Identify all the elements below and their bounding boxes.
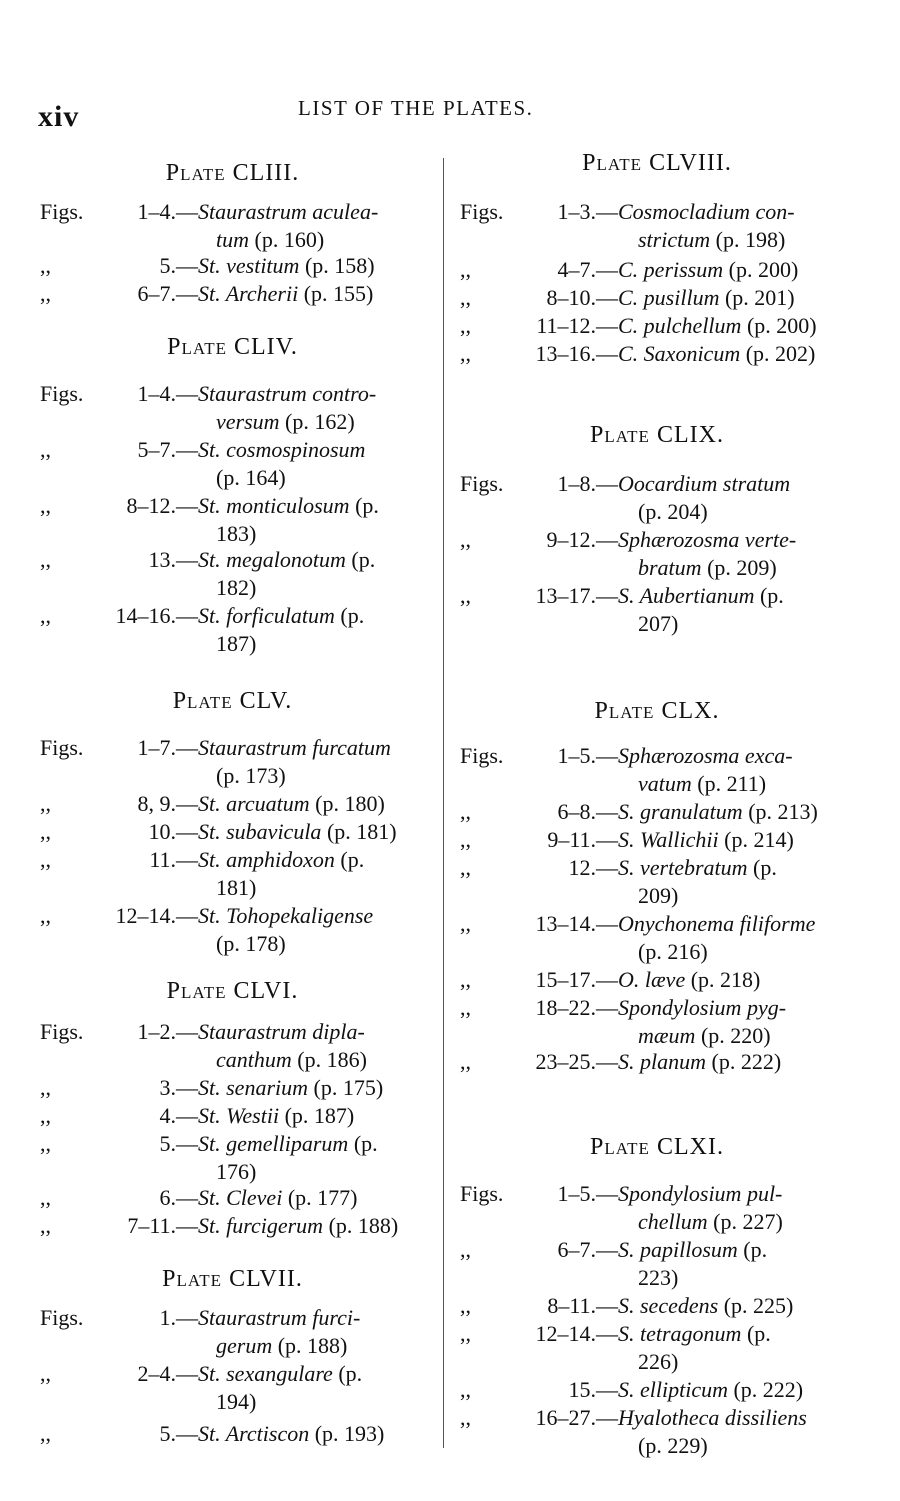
- figs-label: ,,: [40, 791, 51, 816]
- figure-numbers: 12–14.—: [115, 903, 198, 928]
- figure-numbers: 13.—: [148, 547, 198, 572]
- page-ref: (p.: [737, 1237, 768, 1262]
- species-continuation: [638, 770, 766, 798]
- page-ref: (p. 188): [272, 1333, 348, 1358]
- page-ref: (p. 227): [707, 1209, 783, 1234]
- species-line: [618, 1048, 781, 1076]
- species-line: [198, 1304, 360, 1332]
- plate-heading: [30, 334, 435, 361]
- plate-number: CLVIII.: [642, 150, 732, 176]
- page-ref: (p. 220): [695, 1023, 771, 1048]
- figure-numbers: 2–4.—: [137, 1361, 198, 1386]
- page-ref: 181): [216, 875, 257, 900]
- page-ref: (p. 181): [321, 819, 397, 844]
- figure-numbers: 8–12.—: [126, 493, 198, 518]
- species-name: Oocardium stratum: [618, 471, 791, 496]
- plate-word: Plate: [582, 150, 643, 176]
- species-continuation: [216, 1046, 367, 1074]
- species-line: [618, 994, 786, 1022]
- species-line: [618, 854, 777, 882]
- species-line: [618, 1292, 793, 1320]
- figs-label: ,,: [460, 855, 471, 880]
- page-ref: (p. 175): [308, 1075, 384, 1100]
- species-name: canthum: [216, 1047, 292, 1072]
- page-ref: (p. 229): [638, 1433, 708, 1458]
- page-ref: (p. 222): [727, 1377, 804, 1402]
- page-ref: (p. 180): [309, 791, 385, 816]
- species-name: Onychonema filiforme: [618, 911, 816, 936]
- plate-number: CLXI.: [649, 1134, 724, 1160]
- species-name: St. vestitum: [198, 253, 300, 278]
- species-line: [618, 312, 817, 340]
- figs-label: ,,: [40, 253, 51, 278]
- species-line: [198, 790, 385, 818]
- figs-label: ,,: [40, 493, 51, 518]
- figure-numbers: 1–4.—: [137, 199, 198, 224]
- page-ref: (p. 218): [685, 967, 761, 992]
- figure-numbers: 8, 9.—: [137, 791, 198, 816]
- figure-numbers: 13–14.—: [535, 911, 618, 936]
- figure-numbers: 12.—: [568, 855, 618, 880]
- figure-numbers: 18–22.—: [535, 995, 618, 1020]
- species-name: mæum: [638, 1023, 696, 1048]
- figure-numbers: 4–7.—: [557, 257, 618, 282]
- figure-numbers: 16–27.—: [535, 1405, 618, 1430]
- page-ref: (p.: [754, 583, 784, 608]
- plate-number: CLVI.: [226, 978, 299, 1004]
- figs-label: Figs.: [460, 471, 504, 496]
- species-line: [198, 1102, 354, 1130]
- species-name: S. vertebratum: [618, 855, 748, 880]
- plate-word: Plate: [167, 334, 227, 360]
- species-name: vatum: [638, 771, 692, 796]
- species-continuation: [216, 930, 286, 958]
- figure-numbers: 23–25.—: [535, 1049, 618, 1074]
- species-line: [618, 742, 793, 770]
- species-name: St. furcigerum: [198, 1213, 324, 1238]
- page-ref: (p.: [747, 855, 777, 880]
- species-name: St. Arctiscon: [198, 1421, 310, 1446]
- figs-label: ,,: [40, 1075, 51, 1100]
- species-name: St. Westii: [198, 1103, 280, 1128]
- species-name: bratum: [638, 555, 702, 580]
- plate-word: Plate: [590, 422, 650, 448]
- figs-label: ,,: [460, 285, 471, 310]
- figs-label: ,,: [40, 819, 51, 844]
- figs-label: ,,: [40, 1103, 51, 1128]
- figure-numbers: 13–16.—: [535, 341, 618, 366]
- figure-numbers: 1–3.—: [557, 199, 618, 224]
- plate-heading: [30, 978, 435, 1005]
- page-ref: (p. 173): [216, 763, 286, 788]
- species-line: [198, 818, 397, 846]
- page-ref: 176): [216, 1159, 257, 1184]
- plate-number: CLV.: [232, 688, 293, 714]
- figs-label: Figs.: [40, 199, 84, 224]
- species-line: [198, 198, 378, 226]
- species-continuation: [638, 498, 708, 526]
- plate-word: Plate: [172, 688, 233, 714]
- figs-label: ,,: [40, 1361, 51, 1386]
- species-continuation: [216, 408, 355, 436]
- species-name: St. Tohopekaligense: [198, 903, 374, 928]
- page-ref: (p. 158): [299, 253, 375, 278]
- species-name: Staurastrum furcatum: [198, 735, 391, 760]
- species-continuation: [638, 1432, 708, 1460]
- figure-numbers: 14–16.—: [115, 603, 198, 628]
- page-ref: (p. 178): [216, 931, 286, 956]
- figure-numbers: 6–8.—: [557, 799, 618, 824]
- figure-numbers: 9–12.—: [546, 527, 618, 552]
- species-name: S. ellipticum: [618, 1377, 728, 1402]
- page-ref: (p. 222): [706, 1049, 782, 1074]
- figs-label: ,,: [40, 1185, 51, 1210]
- species-name: St. gemelliparum: [198, 1131, 349, 1156]
- species-name: C. Saxonicum: [618, 341, 741, 366]
- page-number: xiv: [38, 100, 80, 133]
- species-name: S. tetragonum: [618, 1321, 742, 1346]
- figs-label: ,,: [40, 281, 51, 306]
- figure-numbers: 5.—: [159, 1131, 198, 1156]
- species-name: St. sexangulare: [198, 1361, 333, 1386]
- running-title: LIST OF THE PLATES.: [298, 96, 534, 120]
- page-ref: (p. 155): [298, 281, 374, 306]
- page-ref: (p. 164): [216, 465, 286, 490]
- species-line: [198, 1360, 362, 1388]
- species-continuation: [216, 630, 256, 658]
- species-line: [618, 1236, 767, 1264]
- figs-label: ,,: [40, 547, 51, 572]
- species-name: St. amphidoxon: [198, 847, 335, 872]
- species-line: [618, 526, 796, 554]
- page-ref: (p.: [741, 1321, 771, 1346]
- species-name: St. subavicula: [198, 819, 322, 844]
- plate-heading: [452, 1134, 862, 1161]
- species-name: S. Aubertianum: [618, 583, 755, 608]
- species-name: Spondylosium pyg-: [618, 995, 787, 1020]
- species-line: [618, 1404, 807, 1432]
- page-ref: (p. 187): [279, 1103, 355, 1128]
- species-continuation: [216, 1388, 256, 1416]
- figs-label: ,,: [460, 911, 471, 936]
- species-line: [198, 1074, 383, 1102]
- plate-heading: [30, 160, 435, 187]
- species-continuation: [638, 938, 708, 966]
- species-name: Staurastrum dipla-: [198, 1019, 365, 1044]
- species-name: S. papillosum: [618, 1237, 738, 1262]
- species-continuation: [638, 226, 785, 254]
- species-continuation: [638, 1264, 678, 1292]
- page-ref: (p.: [334, 603, 365, 628]
- plate-word: Plate: [590, 1134, 650, 1160]
- plate-number: CLIX.: [649, 422, 724, 448]
- species-line: [198, 902, 373, 930]
- figs-label: Figs.: [460, 1181, 504, 1206]
- species-line: [198, 602, 364, 630]
- plate-number: CLX.: [654, 698, 720, 724]
- plate-heading: [452, 150, 862, 177]
- figure-numbers: 3.—: [159, 1075, 198, 1100]
- figure-numbers: 11–12.—: [536, 313, 618, 338]
- page-ref: (p.: [334, 847, 365, 872]
- species-line: [198, 252, 375, 280]
- page-ref: (p.: [345, 547, 376, 572]
- column-divider: [443, 158, 444, 1448]
- figs-label: Figs.: [40, 1305, 84, 1330]
- plate-heading: [452, 422, 862, 449]
- species-continuation: [638, 882, 678, 910]
- species-line: [618, 966, 760, 994]
- figs-label: ,,: [460, 1049, 471, 1074]
- species-line: [618, 1320, 771, 1348]
- species-name: tum: [216, 227, 249, 252]
- plate-word: Plate: [166, 978, 227, 1004]
- figs-label: ,,: [460, 1237, 471, 1262]
- plate-number: CLIV.: [227, 334, 298, 360]
- page-ref: (p. 186): [291, 1047, 367, 1072]
- figure-numbers: 1–7.—: [137, 735, 198, 760]
- plate-heading: [30, 688, 435, 715]
- species-line: [198, 846, 364, 874]
- figs-label: ,,: [460, 967, 471, 992]
- species-line: [618, 798, 818, 826]
- page-ref: (p. 193): [309, 1421, 385, 1446]
- species-name: Staurastrum contro-: [198, 381, 377, 406]
- figure-numbers: 10.—: [148, 819, 198, 844]
- species-line: [618, 470, 790, 498]
- species-line: [618, 582, 784, 610]
- page-ref: (p. 204): [638, 499, 708, 524]
- species-line: [198, 546, 375, 574]
- species-line: [618, 826, 794, 854]
- species-name: S. Wallichii: [618, 827, 719, 852]
- figs-label: ,,: [460, 1293, 471, 1318]
- figure-numbers: 4.—: [159, 1103, 198, 1128]
- species-name: Spondylosium pul-: [618, 1181, 783, 1206]
- species-name: S. planum: [618, 1049, 706, 1074]
- species-name: C. pulchellum: [618, 313, 742, 338]
- page-ref: (p. 177): [282, 1185, 358, 1210]
- figs-label: ,,: [40, 437, 51, 462]
- species-continuation: [638, 1208, 783, 1236]
- plate-word: Plate: [162, 1266, 223, 1292]
- species-continuation: [216, 464, 286, 492]
- species-continuation: [638, 554, 777, 582]
- plate-number: CLIII.: [225, 160, 300, 186]
- figure-numbers: 6–7.—: [557, 1237, 618, 1262]
- species-name: Hyalotheca dissiliens: [618, 1405, 807, 1430]
- species-name: Cosmocladium con-: [618, 199, 795, 224]
- plate-word: Plate: [165, 160, 226, 186]
- page-ref: 207): [638, 611, 679, 636]
- figure-numbers: 15–17.—: [535, 967, 618, 992]
- figs-label: ,,: [460, 583, 471, 608]
- species-name: gerum: [216, 1333, 273, 1358]
- figs-label: ,,: [40, 1131, 51, 1156]
- plate-word: Plate: [594, 698, 655, 724]
- species-name: St. monticulosum: [198, 493, 350, 518]
- figs-label: ,,: [460, 1405, 471, 1430]
- figure-numbers: 6–7.—: [137, 281, 198, 306]
- page-ref: (p.: [349, 493, 379, 518]
- figs-label: ,,: [460, 1377, 471, 1402]
- species-line: [198, 436, 365, 464]
- figs-label: ,,: [460, 1321, 471, 1346]
- figs-label: Figs.: [460, 199, 504, 224]
- page-ref: (p. 200): [741, 313, 817, 338]
- species-name: strictum: [638, 227, 711, 252]
- page-ref: (p. 198): [710, 227, 786, 252]
- figure-numbers: 1–4.—: [137, 381, 198, 406]
- species-name: O. læve: [618, 967, 686, 992]
- species-line: [198, 492, 379, 520]
- page-ref: (p. 216): [638, 939, 708, 964]
- page-ref: (p. 200): [723, 257, 799, 282]
- species-line: [618, 340, 815, 368]
- species-continuation: [216, 574, 256, 602]
- species-name: St. senarium: [198, 1075, 308, 1100]
- species-line: [198, 380, 376, 408]
- figs-label: ,,: [460, 799, 471, 824]
- figure-numbers: 8–10.—: [546, 285, 618, 310]
- figs-label: ,,: [40, 847, 51, 872]
- figs-label: ,,: [460, 257, 471, 282]
- figs-label: ,,: [460, 827, 471, 852]
- figure-numbers: 7–11.—: [127, 1213, 198, 1238]
- species-continuation: [638, 1348, 678, 1376]
- species-line: [618, 1180, 782, 1208]
- species-line: [618, 198, 795, 226]
- figure-numbers: 1–5.—: [557, 743, 618, 768]
- species-continuation: [216, 1158, 256, 1186]
- species-line: [198, 1212, 398, 1240]
- figs-label: ,,: [460, 527, 471, 552]
- page-ref: (p.: [348, 1131, 378, 1156]
- species-line: [198, 1018, 365, 1046]
- species-name: Staurastrum furci-: [198, 1305, 361, 1330]
- species-line: [198, 1184, 357, 1212]
- species-line: [198, 1420, 384, 1448]
- page-ref: 187): [216, 631, 257, 656]
- figure-numbers: 5–7.—: [137, 437, 198, 462]
- figure-numbers: 5.—: [159, 253, 198, 278]
- figs-label: ,,: [460, 341, 471, 366]
- species-name: Sphærozosma verte-: [618, 527, 797, 552]
- species-name: St. Archerii: [198, 281, 299, 306]
- page-ref: (p. 188): [323, 1213, 399, 1238]
- species-name: St. forficulatum: [198, 603, 335, 628]
- figs-label: Figs.: [40, 735, 84, 760]
- page-ref: (p. 214): [718, 827, 794, 852]
- page-ref: (p. 209): [701, 555, 777, 580]
- species-line: [198, 1130, 378, 1158]
- species-name: St. megalonotum: [198, 547, 346, 572]
- species-line: [618, 256, 798, 284]
- figs-label: ,,: [460, 313, 471, 338]
- page-ref: (p. 211): [691, 771, 767, 796]
- figs-label: ,,: [460, 995, 471, 1020]
- species-line: [618, 910, 815, 938]
- figure-numbers: 8–11.—: [547, 1293, 618, 1318]
- plate-number: CLVII.: [222, 1266, 303, 1292]
- species-line: [618, 284, 795, 312]
- page-ref: 194): [216, 1389, 257, 1414]
- page-ref: (p.: [332, 1361, 363, 1386]
- figure-numbers: 1–5.—: [557, 1181, 618, 1206]
- page-ref: 223): [638, 1265, 679, 1290]
- figure-numbers: 13–17.—: [535, 583, 618, 608]
- species-line: [198, 734, 391, 762]
- plate-heading: [30, 1266, 435, 1293]
- species-continuation: [638, 610, 678, 638]
- figure-numbers: 15.—: [568, 1377, 618, 1402]
- species-name: St. arcuatum: [198, 791, 310, 816]
- figure-numbers: 12–14.—: [535, 1321, 618, 1346]
- figs-label: ,,: [40, 1421, 51, 1446]
- species-line: [618, 1376, 803, 1404]
- species-name: S. granulatum: [618, 799, 743, 824]
- figure-numbers: 1.—: [159, 1305, 198, 1330]
- species-continuation: [216, 762, 286, 790]
- figs-label: ,,: [40, 603, 51, 628]
- page-ref: (p. 202): [740, 341, 816, 366]
- species-name: Staurastrum aculea-: [198, 199, 379, 224]
- page-ref: 183): [216, 521, 257, 546]
- species-continuation: [638, 1022, 771, 1050]
- species-name: St. Clevei: [198, 1185, 283, 1210]
- plate-heading: [452, 698, 862, 725]
- page-ref: 226): [638, 1349, 679, 1374]
- species-name: versum: [216, 409, 280, 434]
- species-name: Sphærozosma exca-: [618, 743, 793, 768]
- species-name: C. perissum: [618, 257, 724, 282]
- species-continuation: [216, 874, 256, 902]
- figs-label: ,,: [40, 903, 51, 928]
- species-name: chellum: [638, 1209, 708, 1234]
- species-name: C. pusillum: [618, 285, 720, 310]
- figs-label: Figs.: [460, 743, 504, 768]
- page-ref: (p. 213): [742, 799, 818, 824]
- figs-label: Figs.: [40, 1019, 84, 1044]
- figure-numbers: 1–8.—: [557, 471, 618, 496]
- page-ref: 182): [216, 575, 257, 600]
- species-continuation: [216, 226, 324, 254]
- species-name: S. secedens: [618, 1293, 719, 1318]
- species-name: St. cosmospinosum: [198, 437, 366, 462]
- figs-label: Figs.: [40, 381, 84, 406]
- page-ref: (p. 225): [718, 1293, 794, 1318]
- figure-numbers: 11.—: [149, 847, 198, 872]
- figure-numbers: 9–11.—: [547, 827, 618, 852]
- figs-label: ,,: [40, 1213, 51, 1238]
- species-line: [198, 280, 373, 308]
- figure-numbers: 5.—: [159, 1421, 198, 1446]
- species-continuation: [216, 520, 256, 548]
- figure-numbers: 1–2.—: [137, 1019, 198, 1044]
- page-ref: (p. 160): [249, 227, 325, 252]
- figure-numbers: 6.—: [159, 1185, 198, 1210]
- page-ref: 209): [638, 883, 679, 908]
- page-ref: (p. 162): [279, 409, 355, 434]
- page-ref: (p. 201): [719, 285, 795, 310]
- species-continuation: [216, 1332, 347, 1360]
